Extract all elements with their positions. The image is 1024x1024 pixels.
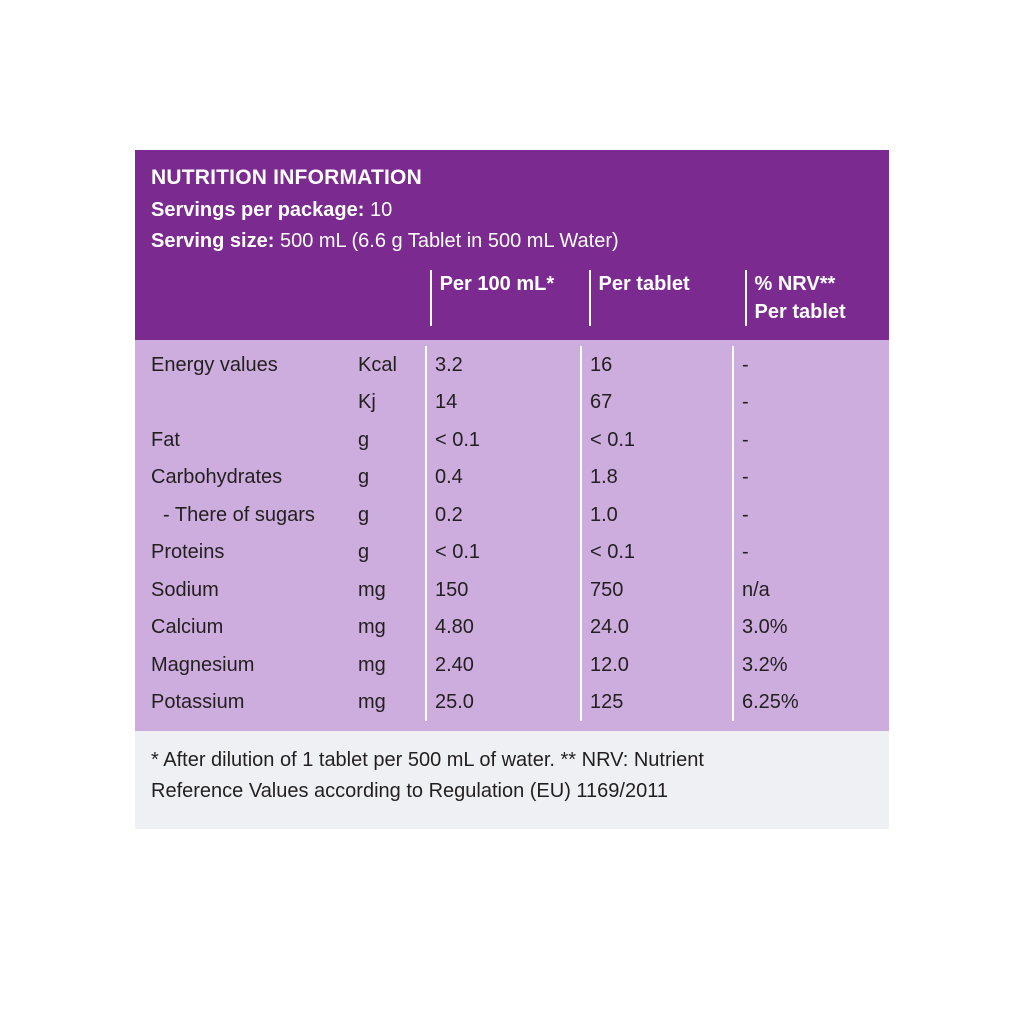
row-per-100ml: 14 — [425, 384, 580, 422]
column-header-per-100ml: Per 100 mL* — [430, 270, 589, 326]
row-unit: g — [358, 541, 370, 564]
nutrition-header — [135, 150, 889, 340]
row-per-100ml: < 0.1 — [425, 534, 580, 572]
row-nrv: - — [732, 459, 872, 497]
row-nrv: - — [732, 346, 872, 384]
row-per-tablet: 24.0 — [580, 609, 732, 647]
row-nutrient-name — [135, 384, 350, 422]
row-unit: g — [358, 428, 370, 451]
row-nrv: 6.25% — [732, 684, 872, 722]
footnote-line-1: * After dilution of 1 tablet per 500 mL of water. ** NRV: Nutrient — [151, 749, 704, 771]
table-column-headers — [135, 270, 889, 340]
row-nutrient-name: Fat — [151, 428, 180, 451]
table-row — [135, 571, 889, 609]
row-unit: mg — [358, 653, 386, 676]
serving-size-label: Serving size: — [151, 230, 275, 252]
row-nutrient-name: Calcium — [151, 616, 224, 639]
row-nutrient-name: Proteins — [151, 541, 225, 564]
row-nrv: n/a — [732, 571, 872, 609]
row-nutrient-name: Carbohydrates — [151, 466, 283, 489]
column-header-nrv-line1: % NRV** — [754, 273, 836, 295]
row-nrv: 3.0% — [732, 609, 872, 647]
row-nutrient-name: Sodium — [151, 578, 219, 601]
row-unit: Kcal — [358, 353, 397, 376]
row-unit: g — [358, 466, 370, 489]
page-title: NUTRITION INFORMATION — [151, 166, 422, 189]
nutrition-table-body — [135, 340, 889, 731]
servings-per-package-line — [135, 196, 889, 227]
serving-size-line — [135, 227, 889, 258]
table-row — [135, 646, 889, 684]
table-row — [135, 346, 889, 384]
row-unit: mg — [358, 691, 386, 714]
row-per-100ml: < 0.1 — [425, 421, 580, 459]
row-per-100ml: 25.0 — [425, 684, 580, 722]
serving-size-value: 500 mL (6.6 g Tablet in 500 mL Water) — [279, 230, 619, 252]
table-row — [135, 496, 889, 534]
row-per-100ml: 0.4 — [425, 459, 580, 497]
row-nutrient-name: - There of sugars — [163, 503, 315, 526]
column-header-nrv-line2: Per tablet — [754, 301, 846, 323]
row-unit: g — [358, 503, 370, 526]
row-per-tablet: < 0.1 — [580, 534, 732, 572]
row-per-100ml: 0.2 — [425, 496, 580, 534]
row-per-100ml: 2.40 — [425, 646, 580, 684]
table-row — [135, 384, 889, 422]
row-per-tablet: 750 — [580, 571, 732, 609]
row-nrv: - — [732, 534, 872, 572]
table-row — [135, 609, 889, 647]
row-per-100ml: 4.80 — [425, 609, 580, 647]
footnote-line-2: Reference Values according to Regulation (EU) 1169/2011 — [151, 780, 668, 802]
column-header-unit — [350, 270, 430, 326]
row-nutrient-name: Magnesium — [151, 653, 255, 676]
row-unit: Kj — [358, 391, 376, 414]
column-header-nrv — [745, 270, 889, 326]
row-per-tablet: 12.0 — [580, 646, 732, 684]
row-per-tablet: 67 — [580, 384, 732, 422]
table-row — [135, 421, 889, 459]
row-per-100ml: 3.2 — [425, 346, 580, 384]
row-nrv: - — [732, 496, 872, 534]
row-per-tablet: 16 — [580, 346, 732, 384]
row-unit: mg — [358, 616, 386, 639]
table-row — [135, 534, 889, 572]
footnote — [135, 731, 889, 829]
table-row — [135, 459, 889, 497]
servings-per-package-value: 10 — [370, 199, 393, 221]
row-nutrient-name: Potassium — [151, 691, 245, 714]
row-nutrient-name: Energy values — [151, 353, 278, 376]
row-unit: mg — [358, 578, 386, 601]
table-row — [135, 684, 889, 722]
row-per-tablet: 1.8 — [580, 459, 732, 497]
column-header-per-tablet: Per tablet — [589, 270, 745, 326]
row-nrv: - — [732, 421, 872, 459]
row-per-100ml: 150 — [425, 571, 580, 609]
row-nrv: - — [732, 384, 872, 422]
row-nrv: 3.2% — [732, 646, 872, 684]
row-per-tablet: < 0.1 — [580, 421, 732, 459]
row-per-tablet: 125 — [580, 684, 732, 722]
servings-per-package-label: Servings per package: — [151, 199, 365, 221]
nutrition-information-panel — [135, 150, 889, 829]
column-header-nutrient — [135, 270, 350, 326]
row-per-tablet: 1.0 — [580, 496, 732, 534]
